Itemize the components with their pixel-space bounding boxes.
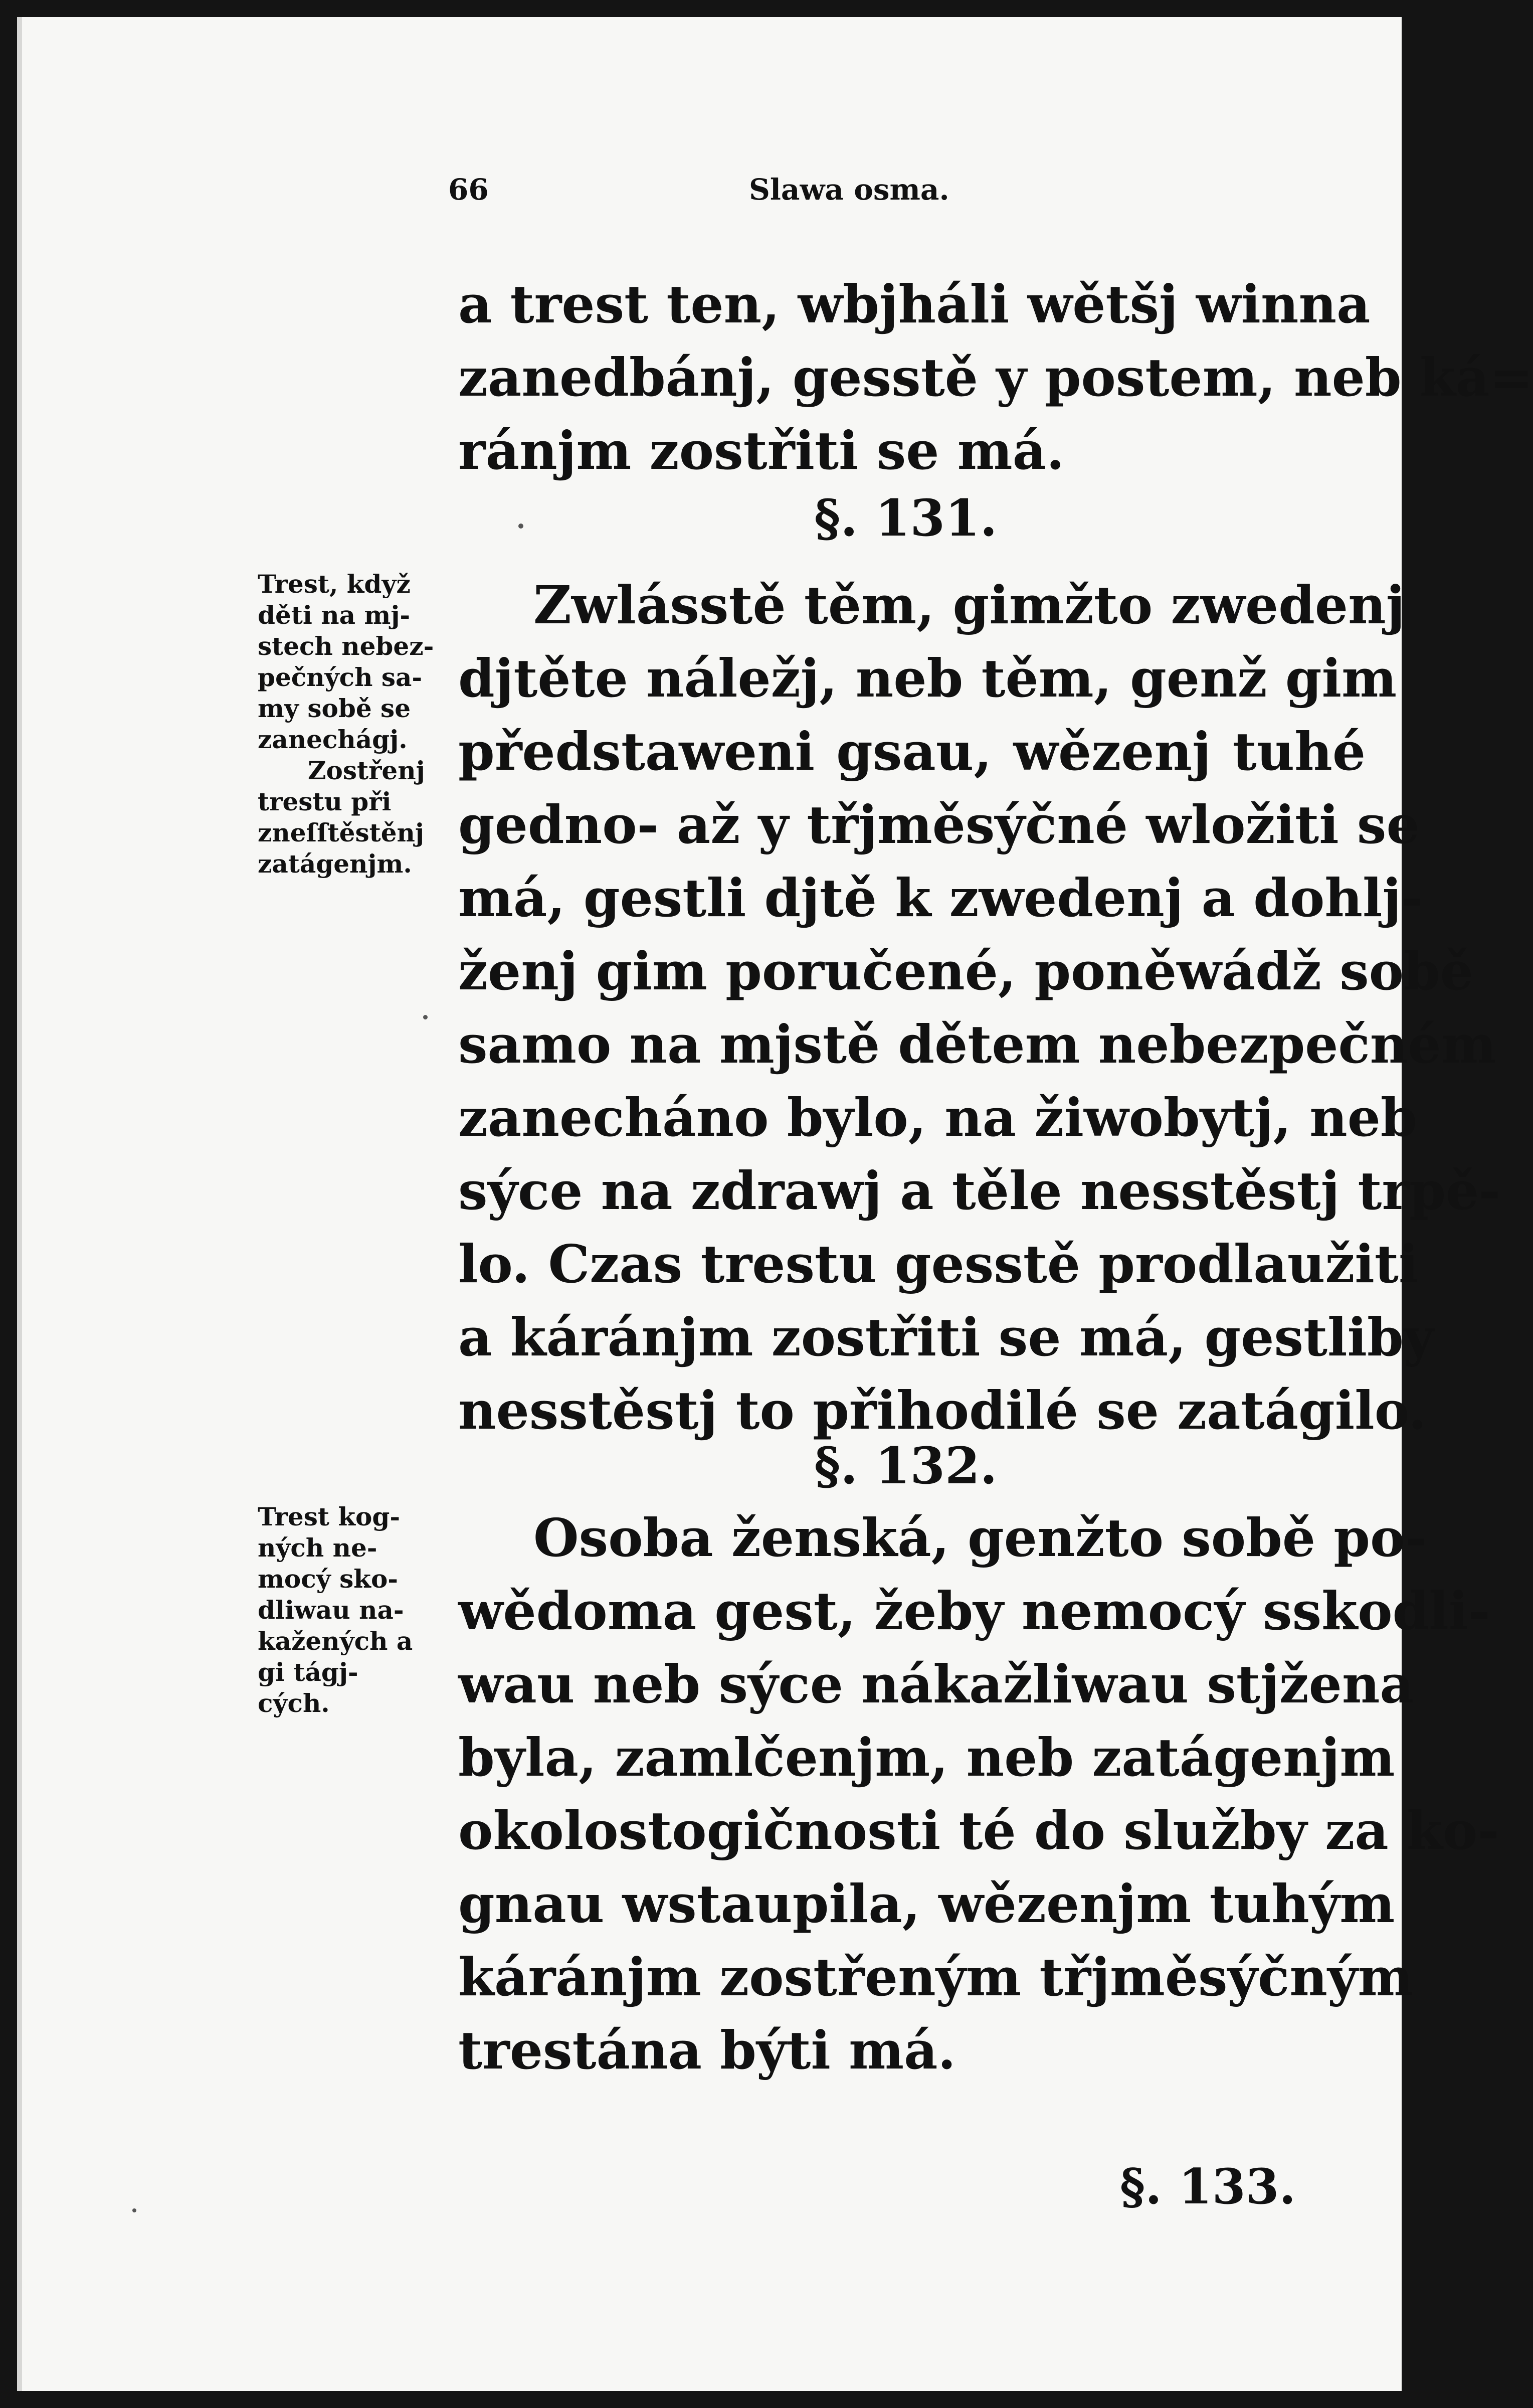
margin-note-line: mocý sko-	[258, 1564, 399, 1594]
text-line: Osoba ženská, genžto sobě po-	[533, 1507, 1427, 1569]
catchword: §. 133.	[1120, 2158, 1296, 2215]
section-132-paragraph	[458, 1501, 1499, 2087]
text-line: wědoma gest, žeby nemocý sskodli-	[458, 1580, 1490, 1642]
text-line: má, gestli djtě k zwedenj a dohlj-	[458, 867, 1423, 929]
margin-note-line: Zostřenj	[308, 756, 425, 785]
section-131-paragraph	[458, 569, 1501, 1447]
text-line: sýce na zdrawj a těle nesstěstj trpě-	[458, 1160, 1501, 1222]
running-head: Slawa osma.	[749, 173, 949, 207]
text-line: předstaweni gsau, wězenj tuhé	[458, 721, 1366, 782]
text-line: zanecháno bylo, na žiwobytj, neb	[458, 1087, 1417, 1148]
margin-note-line: dliwau na-	[258, 1595, 404, 1625]
margin-note-132	[258, 1501, 458, 1719]
text-line: lo. Czas trestu gesstě prodlaužiti	[458, 1233, 1419, 1295]
text-line: gnau wstaupila, wězenjm tuhým	[458, 1873, 1395, 1935]
margin-note-line: gi tágj-	[258, 1657, 358, 1687]
text-line: ženj gim poručené, poněwádž sobě	[458, 940, 1473, 1002]
scan-edge	[17, 17, 22, 2391]
text-line: djtěte náležj, neb těm, genž gim	[458, 647, 1397, 709]
margin-note-line: kažených a	[258, 1626, 413, 1656]
page-number: 66	[448, 173, 489, 207]
intro-paragraph	[458, 268, 1533, 487]
margin-note-line: cých.	[258, 1688, 330, 1718]
text-line: okolostogičnosti té do služby za ko-	[458, 1800, 1499, 1861]
margin-note-line: zneſſtěstěnj	[258, 818, 424, 847]
margin-note-line: stech nebez-	[258, 631, 434, 661]
text-line: gedno- až y třjměsýčné wložiti se	[458, 794, 1420, 855]
scan-speck	[518, 524, 523, 529]
margin-note-line: ných ne-	[258, 1533, 377, 1563]
book-page	[17, 17, 1533, 2391]
text-line: byla, zamlčenjm, neb zatágenjm	[458, 1727, 1395, 1788]
scan-speck	[132, 2208, 136, 2212]
text-line: wau neb sýce nákažliwau stjžena	[458, 1653, 1414, 1715]
text-line: a káránjm zostřiti se má, gestliby	[458, 1306, 1434, 1368]
text-line: nesstěstj to přihodilé se zatágilo.	[458, 1380, 1427, 1441]
margin-note-line: pečných sa-	[258, 662, 423, 692]
page-header	[448, 167, 949, 228]
margin-note-line: zatágenjm.	[258, 849, 412, 879]
section-heading-132: §. 132.	[814, 1436, 998, 1495]
section-heading-131: §. 131.	[814, 488, 998, 548]
text-line: zanedbánj, gesstě y postem, neb ká=	[458, 347, 1533, 408]
scan-speck	[423, 1015, 428, 1019]
margin-note-131	[258, 569, 458, 880]
margin-note-line: Trest, když	[258, 569, 411, 599]
margin-note-line: zanechágj.	[258, 725, 408, 754]
margin-note-line: děti na mj-	[258, 600, 411, 630]
text-line: ránjm zostřiti se má.	[458, 420, 1065, 481]
text-line: Zwlásstě těm, gimžto zwedenj	[533, 574, 1405, 636]
text-line: a trest ten, wbjháli wětšj winna	[458, 273, 1371, 335]
text-line: trestána býti má.	[458, 2019, 956, 2081]
margin-note-line: my sobě se	[258, 694, 411, 723]
margin-note-line: Trest kog-	[258, 1502, 401, 1531]
margin-note-line: trestu při	[258, 787, 392, 816]
text-line: samo na mjstě dětem nebezpečném	[458, 1013, 1496, 1075]
text-line: káránjm zostřeným třjměsýčným	[458, 1946, 1413, 2008]
